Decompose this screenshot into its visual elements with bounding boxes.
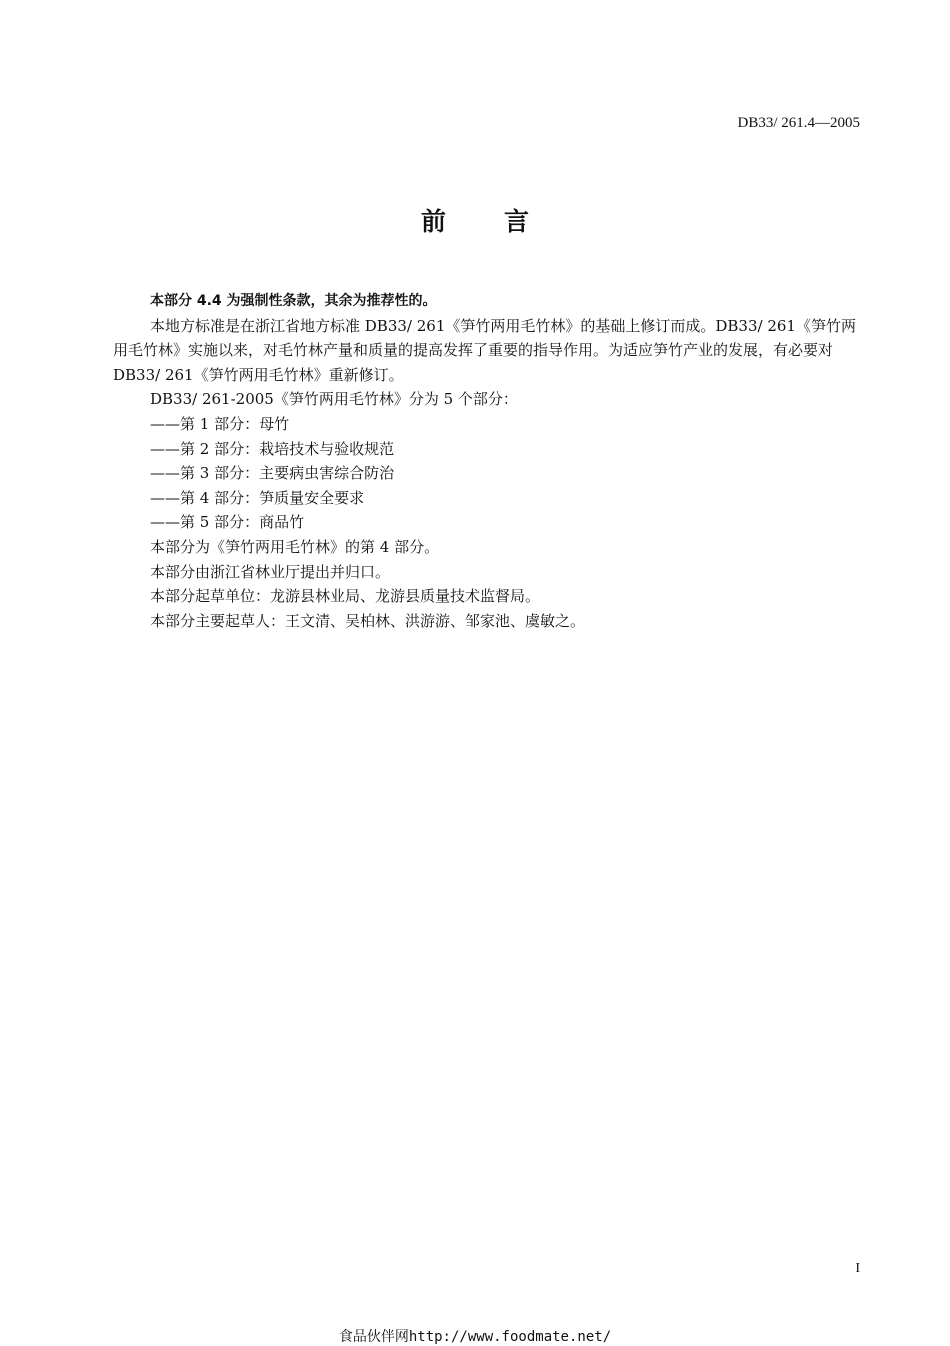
part-statement: 本部分为《笋竹两用毛竹林》的第 4 部分。 [150, 537, 440, 556]
drafting-units: 本部分起草单位：龙游县林业局、龙游县质量技术监督局。 [150, 587, 541, 606]
page-number: I [855, 1261, 860, 1276]
part-list-item: ——第 2 部分：栽培技术与验收规范 [150, 439, 395, 458]
parts-intro: DB33/ 261-2005《笋竹两用毛竹林》分为 5 个部分： [150, 390, 518, 409]
document-code: DB33/ 261.4—2005 [737, 115, 860, 131]
footer-watermark: 食品伙伴网http://www.foodmate.net/ [338, 1329, 612, 1345]
drafters: 本部分主要起草人：王文清、吴柏林、洪游游、邹家池、虞敏之。 [150, 611, 586, 630]
part-list-item: ——第 5 部分：商品竹 [150, 513, 305, 532]
part-list-item: ——第 1 部分：母竹 [150, 414, 290, 433]
part-list-item: ——第 4 部分：笋质量安全要求 [150, 488, 365, 507]
page-title: 前言 [420, 207, 587, 236]
proposer-statement: 本部分由浙江省林业厅提出并归口。 [150, 562, 391, 581]
part-list-item: ——第 3 部分：主要病虫害综合防治 [150, 464, 395, 483]
foreword-body [113, 289, 859, 633]
mandatory-clause-note: 本部分 4.4 为强制性条款，其余为推荐性的。 [150, 293, 437, 309]
revision-paragraph: 本地方标准是在浙江省地方标准 DB33/ 261《笋竹两用毛竹林》的基础上修订而成。DB33/ 261《笋竹两用毛竹林》实施以来，对毛竹林产量和质量的提高发挥了重要的指导作用。为适应笋竹产业的发展，有必要对 DB33/ 261《笋竹两用毛竹林》重新修订。 [113, 316, 856, 384]
